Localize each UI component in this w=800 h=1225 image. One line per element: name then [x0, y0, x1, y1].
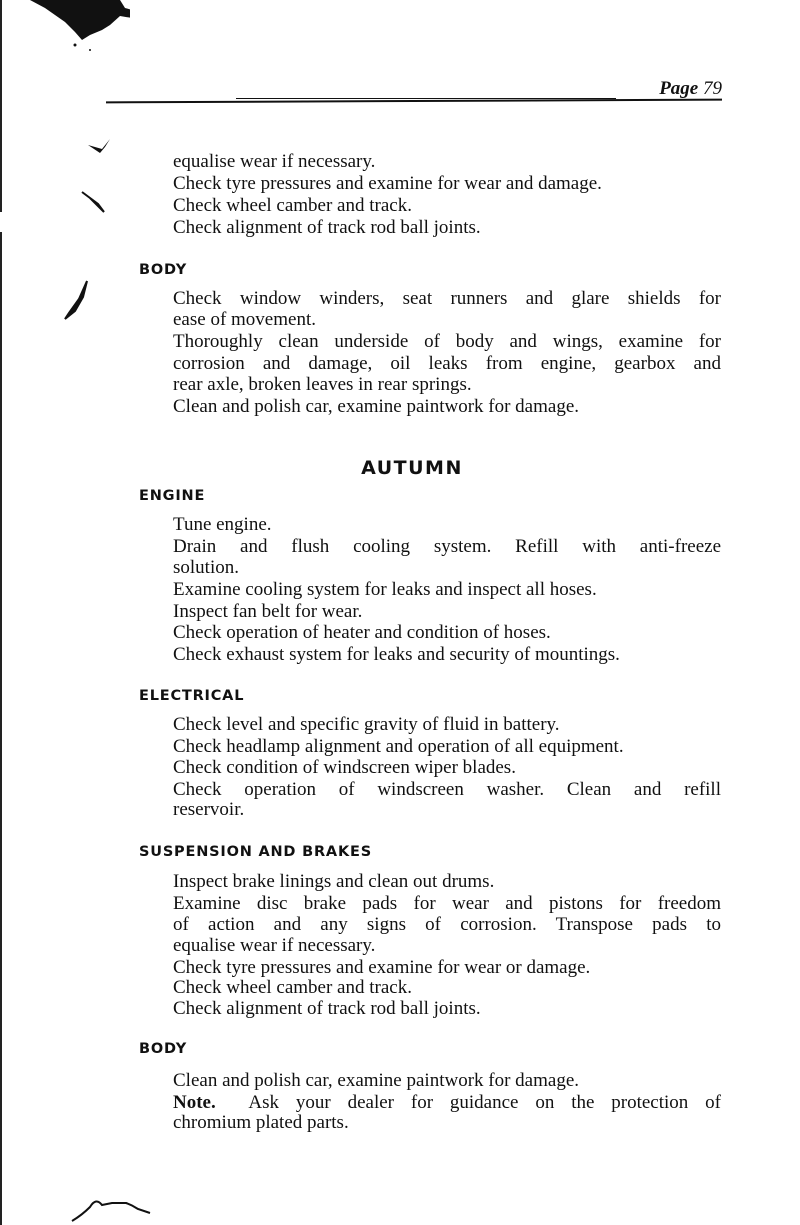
text-line: Examine cooling system for leaks and inspect all hoses. — [173, 579, 597, 600]
header-rule — [106, 99, 722, 104]
ink-smudge-left-2 — [80, 190, 110, 220]
header-rule-thin — [236, 98, 616, 99]
text-line: Tune engine. — [173, 514, 272, 535]
ink-smudge-left-3 — [55, 275, 95, 325]
text-line: equalise wear if necessary. — [173, 151, 376, 172]
text-line: Check level and specific gravity of fluid in battery. — [173, 714, 560, 735]
text-line: rear axle, broken leaves in rear springs. — [173, 374, 472, 395]
text-line: Drain and flush cooling system. Refill with anti-freeze — [173, 536, 721, 557]
section-heading-suspension: SUSPENSION AND BRAKES — [139, 844, 372, 860]
ink-squiggle-bottom — [70, 1195, 160, 1225]
text-line: Inspect brake linings and clean out drums. — [173, 871, 495, 892]
page-number-value: 79 — [703, 78, 722, 99]
text-line: Check alignment of track rod ball joints. — [173, 998, 481, 1019]
section-heading-body-autumn: BODY — [139, 1041, 188, 1057]
ink-smudge-left-1 — [80, 135, 115, 160]
text-line: Examine disc brake pads for wear and pistons for freedom — [173, 893, 721, 914]
text-line: Check wheel camber and track. — [173, 195, 412, 216]
text-line: Inspect fan belt for wear. — [173, 601, 363, 622]
section-heading-engine: ENGINE — [139, 488, 206, 504]
season-title-text: AUTUMN — [361, 457, 463, 479]
text-line: ease of movement. — [173, 309, 316, 330]
page-label: Page — [659, 78, 699, 99]
text-line: Check tyre pressures and examine for wear and damage. — [173, 173, 602, 194]
text-line: Check window winders, seat runners and glare shields for — [173, 288, 721, 309]
text-line: Thoroughly clean underside of body and wings, examine for — [173, 331, 721, 352]
text-line: of action and any signs of corrosion. Transpose pads to — [173, 914, 721, 935]
page-edge — [0, 0, 2, 1225]
section-heading-electrical: ELECTRICAL — [139, 688, 245, 704]
page-edge-gap — [0, 212, 2, 232]
text-line: Check exhaust system for leaks and security of mountings. — [173, 644, 620, 665]
text-line: equalise wear if necessary. — [173, 935, 376, 956]
text-line: Check operation of windscreen washer. Clean and refill — [173, 779, 721, 800]
text-line: Clean and polish car, examine paintwork for damage. — [173, 1070, 580, 1091]
page-header — [0, 0, 800, 110]
text-line: Check operation of heater and condition of hoses. — [173, 622, 551, 643]
page-number — [659, 78, 722, 100]
text-line: Check headlamp alignment and operation of all equipment. — [173, 736, 624, 757]
note-text: Ask your dealer for guidance on the protection of — [248, 1092, 721, 1113]
text-line: corrosion and damage, oil leaks from engine, gearbox and — [173, 353, 721, 374]
text-line: Clean and polish car, examine paintwork for damage. — [173, 396, 580, 417]
text-line: Check wheel camber and track. — [173, 977, 412, 998]
text-line: Check alignment of track rod ball joints. — [173, 217, 481, 238]
text-line: Check tyre pressures and examine for wear or damage. — [173, 957, 591, 978]
note-label: Note. — [173, 1092, 216, 1113]
text-line: solution. — [173, 557, 239, 578]
note-line — [173, 1092, 721, 1113]
text-line: chromium plated parts. — [173, 1112, 349, 1133]
text-line: Check condition of windscreen wiper blades. — [173, 757, 516, 778]
text-line: reservoir. — [173, 799, 245, 820]
section-heading-body: BODY — [139, 262, 188, 278]
season-title — [0, 457, 800, 479]
